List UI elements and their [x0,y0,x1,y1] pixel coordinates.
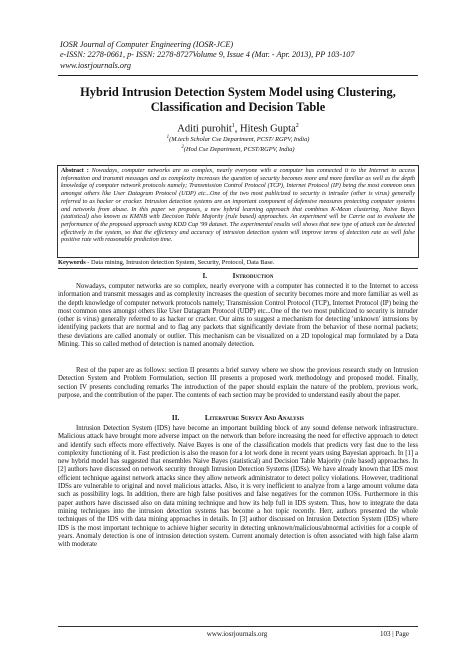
author-1-sup: 1 [231,123,235,129]
paper-title [58,85,418,114]
section-1-number: I. [202,272,208,280]
affiliation-2 [58,144,418,154]
author-separator: , [234,123,241,135]
keywords-text: - Data mining, Intrusion detection System, Security, Protocol, Data Base. [85,259,275,266]
introduction-paragraph-1 [58,283,418,367]
title-line-2: Classification and Decision Table [150,99,326,114]
author-1: Aditi purohit [177,123,232,135]
abstract-text: Nowadays, computer networks are so complex, nearly everyone with a computer has connected it to the Internet to access information and transmit messages and as complexity increases the question of security becomes more and more familiar as well as the depth knowledge of computer network protocols namely; Transmission Control Protocol (TCP), Internet Protocol (IP) being the most common ones amongst others like User Datagram Protocol (UDP) etc...One of the two most publicized to security is intruder (other is virus) generally referred to as hacker or cracker. Intrusion detection systems are an important component of defensive measures protecting computer systems and networks from abuse. In this paper we proposes, a new hybrid learning approach that combines K-Mean clustering, Naive Bayes (statistical) also known as KMNB with Decision Table Majority (rule based) approaches. An experiment will be Carrie out to evaluate the performance of the proposed approach using KDD Cup '99 dataset. The experimental results will shows that new type of attack can be detected effectively in the system, so that the efficiency and accuracy of intrusion detection system will improve terms of detection rate as well false positive rate with reasonable prediction time. [61,168,415,244]
affiliations [58,134,418,155]
journal-name: IOSR Journal of Computer Engineering (IOSR-JCE) [60,40,234,49]
affiliation-1-text: (M.tech Scholar Cse Department, PCST/ RGPV, India) [169,136,310,144]
affiliation-2-sup: 2 [181,145,184,151]
literature-survey-paragraph-1 [58,425,418,625]
journal-issn: e-ISSN: 2278-0661, p- ISSN: 2278-8727Volume 9, Issue 4 (Mar. - Apr. 2013), PP 103-107 [60,50,355,60]
abstract-box [57,165,419,258]
section-heading-introduction [58,272,418,281]
section-1-title: Introduction [232,272,274,280]
author-2-sup: 2 [295,123,299,129]
journal-site: www.iosrjournals.org [60,60,131,70]
literature-survey-paragraph-1-text: Intrusion Detection System (IDS) have become an important building block of any sound defense network infrastructure. Malicious attack have brought more adverse impact on the network than before increasing the need for effective approach to detect and identify such effects more effectively. Naive Bayes is one of the classification models that predicts very fast due to the less complexity functioning of it. Fast prediction is also the reason for a lot work done in recent years using Bayesian approach. In [1] a new hybrid model has suggested that ensembles Naive Bayes (statistical) and Decision Table Majority (rule based) approaches. In [2] authors have discussed on network security through Intrusion Detection Systems (IDSs). We have already known that IDS most efficient technique against network attacks since they allow network administrator to detect policy violations. However, traditional IDSs are vulnerable to original and novel malicious attacks. Also, it is very inefficient to analyze from a large amount volume data such as possibility logs. In addition, there are high false positives and false negatives for the common IOSs. Furthermore in this paper authors have discussed also on data mining technique and how its help full in IDS system. Thus, how to integrate the data mining techniques into the intrusion detection systems has become a hot topic recently. Herr, authors presented the whole techniques of the IDS with data mining approaches in details. In [3] author discussed on Intrusion Detection System (IDS) where IDS is the most important technique to achieve higher security in detecting unknown/malicious/abnormal activities for a couple of years. Anomaly detection is one of intrusion detection system. Current anomaly detection is often associated with high false alarm with moderate [58,425,418,549]
keywords-label: Keywords [58,259,86,266]
introduction-paragraph-2 [58,367,418,409]
section-2-number: II. [171,414,180,422]
affiliation-1 [58,134,418,144]
footer-rule [58,626,418,627]
keywords [58,259,418,267]
affiliation-2-text: (Hod Cse Department, PCST/RGPV, India) [183,146,295,154]
author-2: Hitesh Gupta [240,123,296,135]
abstract-label: Abstract : [61,168,89,174]
title-line-1: Hybrid Intrusion Detection System Model using Clustering, [80,85,396,99]
keywords-rule [58,268,418,269]
footer-page-number: 103 | Page [380,630,410,638]
footer-url: www.iosrjournals.org [206,630,268,638]
section-heading-literature-survey [58,414,418,423]
introduction-paragraph-1-text: Nowadays, computer networks are so complex, nearly everyone with a computer has connected it to the Internet to access information and transmit messages and as complexity increases the question of security becomes more and more familiar as well as the depth knowledge of computer network protocols namely; Transmission Control Protocol (TCP), Internet Protocol (IP) being the most common ones amongst others like User Datagram Protocol (UDP) etc...One of the two most publicized to security is intruder (other is virus) generally referred to as hacker or cracker. Our aims to suggest a mechanism for detecting 'unknown' intrusions by identifying packets that are normal and to flag any packets that significantly deviate from the behavior of these normal packets; these deviations are called anomaly or outlier. This mechanism can be visualized on a 2D topological map formulated by a Data Mining. This so called method of detection is named anomaly detection. [58,283,418,349]
section-2-title: Literature Survey And Analysis [204,414,305,422]
journal-header [60,40,420,71]
introduction-paragraph-2-text: Rest of the paper are as follows: section II presents a brief survey where we show the previous research study on Intrusion Detection System and Problem Formulation, section III presents a proposed work methodology and proposed model. Finally, section IV presents concluding remarks The introduction of the paper should explain the nature of the problem, previous work, purpose, and the contribution of the paper. The contents of each section may be provided to understand easily about the paper. [58,367,418,399]
affiliation-1-sup: 1 [166,135,170,140]
header-rule [58,75,418,76]
